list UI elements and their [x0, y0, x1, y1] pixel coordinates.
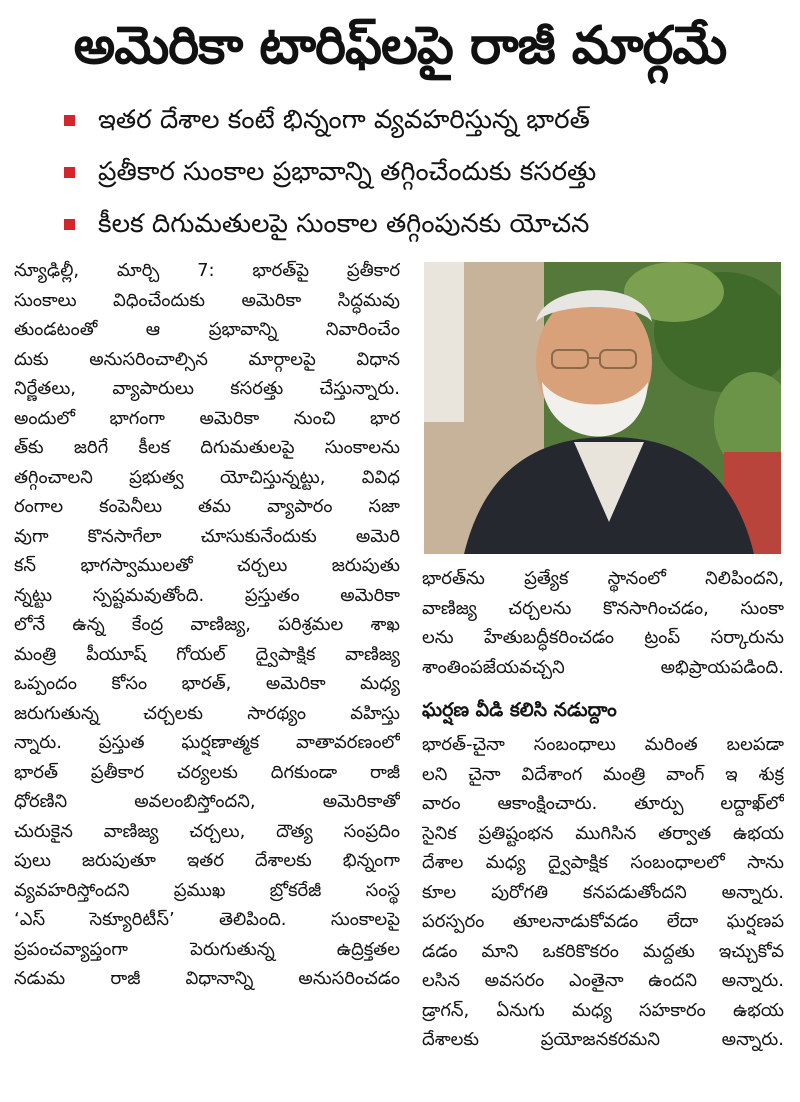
- article-text-line: సైనిక ప్రతిష్టంభన ముగిసిన తర్వాత ఉభయ: [422, 822, 784, 844]
- article-text-line: న్నట్టు స్పష్టమవుతోంది. ప్రస్తుతం అమెరికా: [14, 584, 400, 606]
- article-text-line: చురుకైన వాణిజ్య చర్చలు, దౌత్య సంప్రదిం: [14, 820, 400, 842]
- article-text-line: లను హేతుబద్ధీకరించడం ట్రంప్ సర్కారును: [422, 627, 784, 648]
- bullet-square-icon: [64, 115, 75, 126]
- bullet-square-icon: [64, 219, 75, 230]
- article-text-line: లోనే ఉన్న కేంద్ర వాణిజ్య, పరిశ్రమల శాఖ: [14, 614, 400, 635]
- article-text-line: ప్రపంచవ్యాప్తంగా పెరుగుతున్న ఉద్రిక్తతల: [14, 938, 400, 960]
- article-text-line: కన్ భాగస్వాములతో చర్చలు జరుపుతు: [14, 555, 400, 576]
- article-text-line: రంగాల కంపెనీలు తమ వ్యాపారం సజా: [14, 496, 400, 517]
- article-text-line: డడం మాని ఒకరికొకరం మద్దతు ఇచ్చుకోవ: [422, 940, 784, 962]
- article-column-right-top: [422, 564, 784, 682]
- article-text-line: ఒప్పందం కోసం భారత్, అమెరికా మధ్య: [14, 673, 400, 694]
- article-text-line: అందులో భాగంగా అమెరికా నుంచి భార: [14, 407, 400, 429]
- article-text-line: కూల పురోగతి కనపడుతోందని అన్నారు.: [422, 881, 784, 903]
- article-text-line: లసిన అవసరం ఎంతైనా ఉందని అన్నారు.: [422, 970, 784, 991]
- article-text-line: లని చైనా విదేశాంగ మంత్రి వాంగ్ ఇ శుక్ర: [422, 763, 784, 785]
- article-text-line: త్‌కు జరిగే కీలక దిగుమతులపై సుంకాలను: [14, 437, 400, 458]
- portrait-illustration: [424, 262, 781, 554]
- bullet-item: [64, 96, 784, 148]
- article-text-line: భారత్‌ను ప్రత్యేక స్థానంలో నిలిపిందని,: [422, 568, 784, 589]
- bullet-text: ఇతర దేశాల కంటే భిన్నంగా వ్యవహరిస్తున్న భారత్: [98, 105, 590, 135]
- bullet-item: [64, 200, 784, 252]
- article-text-line: పులు జరుపుతూ ఇతర దేశాలకు భిన్నంగా: [14, 850, 400, 871]
- article-text-line: డ్రాగన్, ఏనుగు మధ్య సహకారం ఉభయ: [422, 999, 784, 1021]
- bullet-item: [64, 148, 784, 200]
- article-text-line: శాంతింపజేయవచ్చని అభిప్రాయపడింది.: [422, 656, 784, 678]
- article-text-line: న్నారు. ప్రస్తుత ఘర్షణాత్మక వాతావరణంలో: [14, 732, 400, 753]
- article-column-right-bottom: [422, 730, 784, 1055]
- headline: అమెరికా టారిఫ్‌లపై రాజీ మార్గమే: [73, 16, 727, 76]
- bullet-square-icon: [64, 167, 75, 178]
- article-text-line: తుండటంతో ఆ ప్రభావాన్ని నివారించేం: [14, 319, 400, 340]
- article-text-line: దేశాల మధ్య ద్వైపాక్షిక సంబంధాలలో సాను: [422, 852, 784, 873]
- portrait-photo: [424, 262, 781, 554]
- article-text-line: భారత్-చైనా సంబంధాలు మరింత బలపడా: [422, 734, 784, 755]
- article-text-line: నడుమ రాజీ విధానాన్ని అనుసరించడం: [14, 968, 400, 989]
- article-text-line: ధోరణిని అవలంబిస్తోందని, అమెరికాతో: [14, 791, 400, 812]
- article-text-line: వారం ఆకాంక్షించారు. తూర్పు లద్దాఖ్‌లో: [422, 793, 784, 814]
- article-text-line: వాణిజ్య చర్చలను కొనసాగించడం, సుంకా: [422, 597, 784, 619]
- article-text-line: నిర్ణేతలు, వ్యాపారులు కసరత్తు చేస్తున్నారు.: [14, 378, 400, 399]
- bullet-list: [64, 96, 784, 252]
- article-text-line: తగ్గించాలని ప్రభుత్వ యోచిస్తున్నట్టు, వివిధ: [14, 466, 400, 488]
- article-text-line: పరస్పరం తూలనాడుకోవడం లేదా ఘర్షణప: [422, 911, 784, 932]
- article-text-line: జరుగుతున్న చర్చలకు సారథ్యం వహిస్తు: [14, 702, 400, 724]
- bullet-text: ప్రతీకార సుంకాల ప్రభావాన్ని తగ్గించేందుకు కసరత్తు: [98, 157, 597, 187]
- article-text-line: సుంకాలు విధించేందుకు అమెరికా సిద్ధమవు: [14, 289, 400, 311]
- article-text-line: మంత్రి పీయూష్ గోయల్ ద్వైపాక్షిక వాణిజ్య: [14, 643, 400, 665]
- article-text-line: వ్యవహరిస్తోందని ప్రముఖ బ్రోకరేజీ సంస్థ: [14, 879, 400, 901]
- article-text-line: వుగా కొనసాగేలా చూసుకునేందుకు అమెరి: [14, 525, 400, 547]
- article-text-line: దుకు అనుసరించాల్సిన మార్గాలపై విధాన: [14, 348, 400, 370]
- article-text-line: దేశాలకు ప్రయోజనకరమని అన్నారు.: [422, 1029, 784, 1050]
- article-column-left: [14, 256, 400, 994]
- article-text-line: న్యూఢిల్లీ, మార్చి 7: భారత్‌పై ప్రతీకార: [14, 260, 400, 281]
- article-text-line: ‘ఎస్ సెక్యూరిటీస్’ తెలిపింది. సుంకాలపై: [14, 909, 400, 930]
- bullet-text: కీలక దిగుమతులపై సుంకాల తగ్గింపునకు యోచన: [98, 209, 590, 239]
- article-text-line: భారత్ ప్రతీకార చర్యలకు దిగకుండా రాజీ: [14, 761, 400, 783]
- subheading: ఘర్షణ వీడి కలిసి నడుద్దాం: [422, 699, 617, 721]
